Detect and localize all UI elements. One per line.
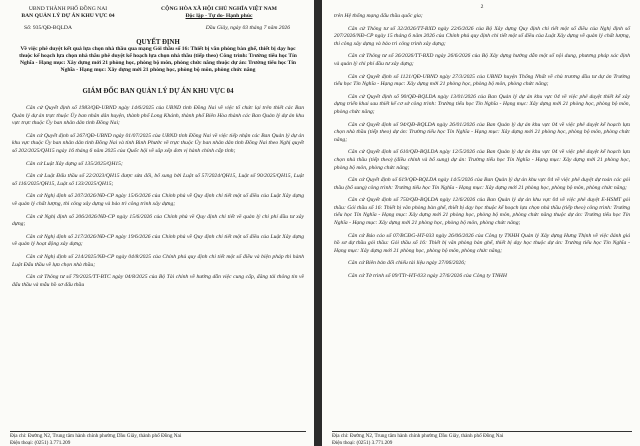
legal-basis-paragraph: Căn cứ Nghị định số 217/2026/NĐ-CP ngày 19/6/2026 của Chính phủ về Quy định chi tiết một số điều của Luật Xây dựng về quản lý hoạt động xây dựng; <box>12 233 304 248</box>
country-name: CỘNG HÒA XÃ HỘI CHỦ NGHĨA VIỆT NAM <box>161 6 277 12</box>
place-date: Dầu Giây, ngày 03 tháng 7 năm 2026 <box>205 25 290 31</box>
legal-basis-paragraph: Căn cứ Quyết định số 267/QĐ-UBND ngày 01/07/2025 của UBND tỉnh Đồng Nai về việc tiếp nhận các Ban Quản lý dự án khu vực thuộc Ủy ban nhân dân tỉnh Đồng Nai và tỉnh Bình Phước về trực thuộc Ủy ban nhân dân tỉnh Đồng Nai theo Nghị quyết số 202/2025/QH15 ngày 16 tháng 6 năm 2025 của Quốc hội về sắp xếp đơn vị hành chính cấp tỉnh; <box>12 132 304 154</box>
document-number: Số: 935/QĐ-BQLDA <box>24 25 73 31</box>
footer-address: Địa chỉ: Đường N2, Trung tâm hành chính phường Dầu Giây, thành phố Đồng Nai <box>332 433 504 440</box>
legal-basis-paragraph: Căn cứ Nghị định số 214/2025/NĐ-CP ngày 04/8/2025 của Chính phủ quy định chi tiết một số điều và biện pháp thi hành Luật Đấu thầu về lựa chọn nhà thầu; <box>12 253 304 268</box>
document-page-2 <box>322 0 640 446</box>
document-page-1 <box>0 0 314 446</box>
legal-basis-paragraph: Căn cứ Luật Đấu thầu số 22/2023/QH15 được sửa đổi, bổ sung bởi Luật số 57/2024/QH15, Luật số 90/2025/QH15, Luật số 116/2025/QH15, Luật số 133/2025/QH15; <box>12 173 304 187</box>
footer-phone: Điện thoại: (0251) 3.771.209 <box>332 439 393 446</box>
legal-basis-paragraph: Căn cứ Biên bản đối chiếu tài liệu ngày 27/06/2026; <box>348 260 466 267</box>
page-footer <box>332 431 632 446</box>
legal-basis-paragraph: Căn cứ Thông tư số 36/2026/TT-BXD ngày 26/6/2026 của Bộ Xây dựng hướng dẫn một số nội dung, phương pháp xác định và quản lý chi phí đầu tư xây dựng; <box>334 53 630 67</box>
legal-basis-paragraph: Căn cứ Quyết định số 610/QĐ-BQLDA ngày 12/5/2026 của Ban Quản lý dự án khu vực 04 về việc phê duyệt kế hoạch lựa chọn nhà thầu (tiếp theo) (điều chỉnh và bổ sung) dự án: Trường tiểu học Tín Nghĩa - Hạng mục: Xây dựng mới 21 phòng học, phòng bộ môn, phòng chức năng; <box>334 149 630 171</box>
page-number: 2 <box>480 4 484 10</box>
legal-basis-paragraph: Căn cứ Thông tư số 32/2026/TT-BXD ngày 22/6/2026 của Bộ Xây dựng Quy định chi tiết một số điều của Nghị định số 207/2026/NĐ-CP ngày 15 tháng 6 năm 2026 của Chính phủ quy định chi tiết một số điều của Luật Xây dựng về quản lý chất lượng, thi công xây dựng và bảo trì công trình xây dựng; <box>334 25 630 47</box>
legal-basis-paragraph: Căn cứ Quyết định số 750/QĐ-BQLDA ngày 12/6/2026 của Ban Quản lý dự án khu vực 04 về việc phê duyệt E-HSMT gói thầu: Gói thầu số 16: Thiết bị văn phòng bàn ghế, thiết bị dạy học thuộc kế hoạch lựa chọn nhà thầu (tiếp theo) công trình: Trường tiểu học Tín Nghĩa - Hạng mục: Xây dựng mới 21 phòng học, phòng bộ môn, phòng chức năng thuộc dự án: Trường tiểu học Tín Nghĩa - Hạng mục: Xây dựng mới 21 phòng học, phòng bộ môn, phòng chức năng; <box>334 197 630 227</box>
footer-phone: Điện thoại: (0251) 3.771.209 <box>10 439 71 446</box>
legal-basis-paragraph: Căn cứ Luật Xây dựng số 135/2025/QH15; <box>26 160 123 167</box>
legal-basis-paragraph: trên Hệ thống mạng đấu thầu quốc gia; <box>334 13 423 19</box>
legal-basis-paragraph: Căn cứ Quyết định số 1121/QĐ-UBND ngày 27/3/2025 của UBND huyện Thống Nhất về chủ trương đầu tư dự án Trường tiểu học Tín Nghĩa - Hạng mục: Xây dựng mới 21 phòng học, phòng bộ môn, phòng chức năng; <box>334 73 630 88</box>
legal-basis-paragraph: Căn cứ Tờ trình số 09/TTr-HT-033 ngày 27/6/2026 của Công ty TNHH <box>348 273 507 280</box>
page-footer <box>10 431 306 446</box>
legal-basis-list <box>12 105 304 289</box>
issuing-authority: GIÁM ĐỐC BAN QUẢN LÝ DỰ ÁN KHU VỰC 04 <box>82 88 234 95</box>
legal-basis-paragraph: Căn cứ Quyết định số 90/QĐ-BQLDA ngày 13/01/2026 của Ban Quản lý dự án khu vực 04 về việc phê duyệt thiết kế xây dựng triển khai sau thiết kế cơ sở công trình: Trường tiểu học Tín Nghĩa - Hạng mục: Xây dựng mới 21 phòng học, phòng bộ môn, phòng chức năng; <box>334 93 630 115</box>
footer-address: Địa chỉ: Đường N2, Trung tâm hành chính phường Dầu Giây, thành phố Đồng Nai <box>10 433 182 440</box>
legal-basis-paragraph: Căn cứ Quyết định số 619/QĐ-BQLDA ngày 14/5/2026 của Ban Quản lý dự án khu vực 04 về việc phê duyệt dự toán các gói thầu (bổ sung) công trình: Trường tiểu học Tín Nghĩa - Hạng mục: Xây dựng mới 21 phòng học, phòng bộ môn, phòng chức năng; <box>334 177 630 191</box>
agency-name: BAN QUẢN LÝ DỰ ÁN KHU VỰC 04 <box>21 13 115 19</box>
legal-basis-paragraph: Căn cứ Báo cáo số 07/BCĐG-HT-033 ngày 26/06/2026 của Công ty TNHH Quản lý Xây dựng Hưng Thịnh về việc đánh giá hồ sơ dự thầu gói thầu: Gói thầu số 16: Thiết bị văn phòng bàn ghế, thiết bị dạy học thuộc dự án: Trường tiểu học Tín Nghĩa - Hạng mục: Xây dựng mới 21 phòng học, phòng bộ môn, phòng chức năng; <box>334 232 630 254</box>
legal-basis-paragraph: Căn cứ Nghị định số 206/2026/NĐ-CP ngày 15/6/2026 của Chính phủ về Quy định chi tiết về quản lý chi phí đầu tư xây dựng; <box>12 213 304 228</box>
motto: Độc lập - Tự do- Hạnh phúc <box>185 13 253 19</box>
page-gutter <box>314 0 322 446</box>
legal-basis-list <box>334 13 630 281</box>
legal-basis-paragraph: Căn cứ Quyết định số 94/QĐ-BQLDA ngày 26/01/2026 của Ban Quản lý dự án khu vực 04 về việc phê duyệt kế hoạch lựa chọn nhà thầu (tiếp theo) dự án: Trường tiểu học Tín Nghĩa - Hạng mục: Xây dựng mới 21 phòng học, phòng bộ môn, phòng chức năng; <box>334 121 630 143</box>
legal-basis-paragraph: Căn cứ Quyết định số 1983/QĐ-UBND ngày 14/6/2025 của UBND tỉnh Đồng Nai về việc tổ chức lại trên thiết các Ban Quản lý dự án trực thuộc Ủy ban nhân dân huyện, thành phố Long Khánh, thành phố Biên Hòa thành các Ban Quản lý dự án khu vực trực thuộc Ủy ban nhân dân tỉnh Đồng Nai; <box>12 105 304 127</box>
legal-basis-paragraph: Căn cứ Thông tư số 79/2025/TT-BTC ngày 04/8/2025 của Bộ Tài chính về hướng dẫn việc cung cấp, đăng tải thông tin về đấu thầu và mẫu hồ sơ đấu thầu <box>12 274 304 288</box>
document-title: QUYẾT ĐỊNH <box>136 39 180 46</box>
document-header <box>12 6 304 20</box>
national-motto <box>134 6 304 20</box>
issuing-agency <box>12 6 124 20</box>
legal-basis-paragraph: Căn cứ Nghị định số 207/2026/NĐ-CP ngày 15/6/2026 của Chính phủ về Quy định chi tiết một số điều của Luật Xây dựng về quản lý chất lượng, thi công xây dựng và bảo trì công trình xây dựng; <box>12 193 304 207</box>
agency-parent: UBND THÀNH PHỐ ĐỒNG NAI <box>28 6 108 12</box>
document-subject: Về việc phê duyệt kết quả lựa chọn nhà thầu qua mạng Gói thầu số 16: Thiết bị văn phòng bàn ghế, thiết bị dạy học thuộc kế hoạch lựa chọn nhà thầu phê duyệt kế hoạch lựa chọn nhà thầu (tiếp theo) Công trình: Trường tiểu học Tín Nghĩa - Hạng mục: Xây dựng mới 21 phòng học, phòng bộ môn, phòng chức năng thuộc dự án: Trường tiểu học Tín Nghĩa - Hạng mục: Xây dựng mới 21 phòng học, phòng bộ môn, phòng chức năng <box>19 46 297 73</box>
